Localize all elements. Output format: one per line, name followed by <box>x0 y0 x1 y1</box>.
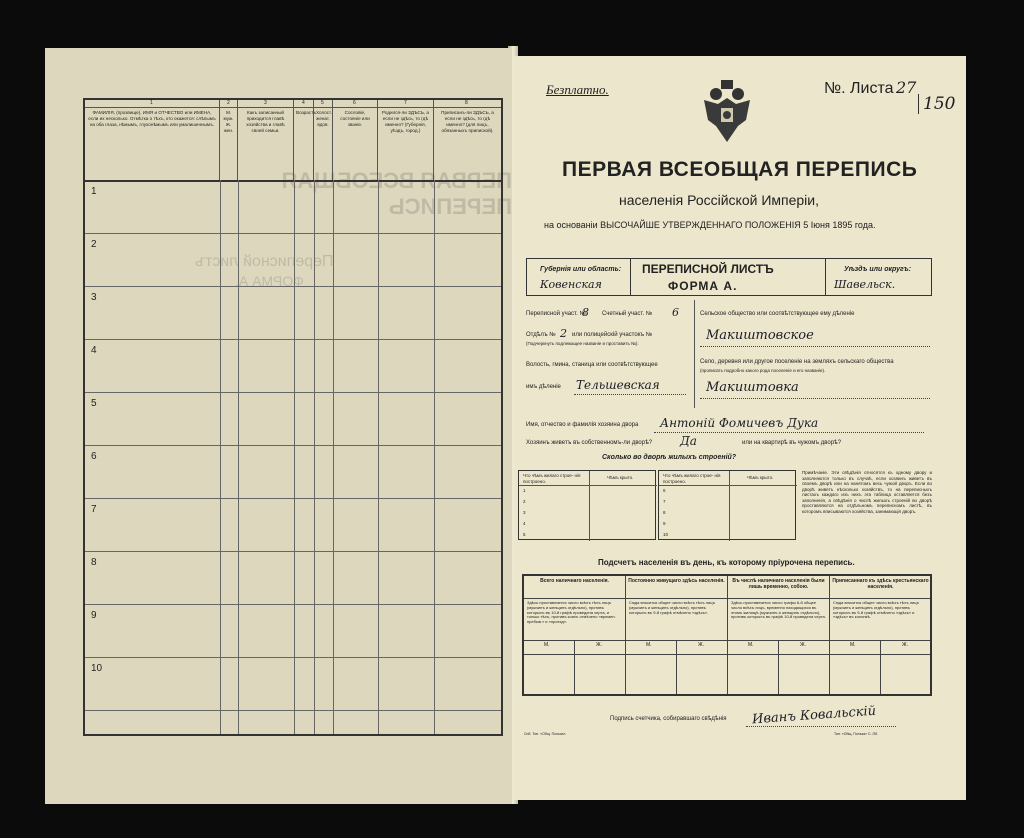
sex-label-male: М. <box>850 642 856 648</box>
summary-divider <box>727 576 728 694</box>
column-divider <box>378 180 379 734</box>
summary-col-text: Сюда вносится общее число всѣхъ тѣхъ лицъ (мужчинъ и женщинъ отдѣльно), противъ которыхъ въ 9-й графѣ отмѣчено «здѣсь». <box>629 600 716 615</box>
header-bottom-line <box>85 180 501 182</box>
own-yard-label: Хозяинъ живетъ въ собственномъ-ли дворѣ? <box>526 440 653 446</box>
row-divider <box>85 339 501 340</box>
sex-divider <box>778 640 779 694</box>
owner-value: Антоній Фомичевъ Дука <box>660 416 819 430</box>
buildings-header-line <box>519 485 657 486</box>
sex-label-male: М. <box>646 642 652 648</box>
column-divider <box>238 180 239 734</box>
header-relation: Какъ записанный приходится главѣ хозяйства и главѣ своей семьи. <box>238 100 294 180</box>
village-note: (прописать подробно какого рода поселеніе и его названіе). <box>700 368 826 373</box>
summary-col-text: Здѣсь проставляется число графы 6-й общее число всѣхъ лицъ, временно находящихся въ этомъ жилищѣ (мужчинъ и женщинъ отдѣльно), противъ которыхъ въ графѣ 10-й проведена черта. <box>731 600 826 620</box>
building-row-number: 2 <box>523 499 526 504</box>
building-row-number: 5 <box>523 532 526 537</box>
row-divider <box>85 498 501 499</box>
village-underline <box>700 398 930 399</box>
building-row-number: 4 <box>523 521 526 526</box>
buildings-note: Примѣчаніе. Эти свѣдѣнія относятся къ одному двору и заполняются только въ случаѣ, если хозяинъ живетъ въ своемъ дворѣ или на нанятомъ весь чужой дворъ. Если во дворѣ живетъ нѣсколько хозяйствъ, то на переписныхъ листахъ каждаго изъ нихъ эта таблица оставляется безъ заполненія, а свѣдѣнія о числѣ жилыхъ строеній во дворѣ проставляются на отдѣльномъ переписномъ листѣ, въ которомъ вписываются хозяйства, занимающія дворъ. <box>802 470 932 514</box>
village-value: Макиштовка <box>706 380 799 395</box>
row-number: 1 <box>91 186 97 197</box>
buildings-table-right <box>658 470 796 540</box>
owner-label: Имя, отчество и фамилія хозяина двора <box>526 422 639 428</box>
buildings-divider <box>589 471 590 541</box>
sex-divider <box>880 640 881 694</box>
building-row-number: 8 <box>663 510 666 515</box>
sex-divider <box>676 640 677 694</box>
buildings-col2-header: Чѣмъ крыто. <box>607 475 634 480</box>
header-marital: Холост. женат. вдов. <box>314 100 333 180</box>
household-members-table <box>83 98 503 736</box>
police-label: или полицейскій участокъ № <box>572 332 653 338</box>
row-divider <box>85 392 501 393</box>
sheet-number-value: 27 <box>896 78 917 97</box>
buildings-col1-header-right: Что чѣмъ жилаго строе- нія построено. <box>663 473 721 484</box>
corner-mark: 150 <box>918 94 955 114</box>
building-row-number: 7 <box>663 499 666 504</box>
sex-label-female: Ж. <box>698 642 705 648</box>
building-row-number: 1 <box>523 488 526 493</box>
otdel-label: Отдѣлъ № <box>526 332 556 338</box>
imperial-eagle-emblem <box>700 78 754 146</box>
buildings-col1-header: Что чѣмъ жилаго строе- нія построено. <box>523 473 581 484</box>
summary-divider <box>829 576 830 694</box>
row-number: 4 <box>91 345 97 356</box>
column-divider <box>314 180 315 734</box>
own-yard-value: Да <box>680 434 697 448</box>
summary-col-title: Постоянно живущаго здѣсь населенія. <box>628 578 725 584</box>
column-divider <box>294 180 295 734</box>
building-row-number: 3 <box>523 510 526 515</box>
signature-label: Подпись счетчика, собиравшаго свѣдѣнія <box>610 716 727 722</box>
row-divider <box>85 604 501 605</box>
building-row-number: 9 <box>663 521 666 526</box>
gubernia-label: Губернія или область: <box>540 266 622 273</box>
buildings-header-line <box>659 485 797 486</box>
sex-label-male: М. <box>748 642 754 648</box>
summary-col-title: Всего наличнаго населенія. <box>540 578 609 584</box>
row-number: 10 <box>91 663 103 674</box>
column-number: 2 <box>227 100 230 106</box>
summary-values-line <box>524 654 930 655</box>
column-divider <box>220 180 221 734</box>
summary-divider <box>625 576 626 694</box>
sex-label-female: Ж. <box>902 642 909 648</box>
row-number: 7 <box>91 504 97 515</box>
right-page <box>514 56 966 800</box>
sex-label-female: Ж. <box>800 642 807 648</box>
volost-label-2: имъ дѣленіе <box>526 384 561 390</box>
sex-label-female: Ж. <box>596 642 603 648</box>
form-subtitle: ФОРМА А. <box>668 279 738 293</box>
header-birthplace: Родился-ли ЗДѢСЬ, а если не здѣсь, то гдѣ именно? (Губернія, уѣздъ, город.) <box>378 100 434 180</box>
info-divider <box>694 300 695 408</box>
row-divider <box>85 233 501 234</box>
census-area-label: Переписной участ. № <box>526 311 586 317</box>
building-row-number: 10 <box>663 532 669 537</box>
printer-left: Спб. Тип. «Общ. Польза». <box>524 732 567 736</box>
sex-divider <box>574 640 575 694</box>
row-divider <box>85 286 501 287</box>
header-sex: М. муж. Ж. жен. <box>220 100 238 180</box>
uezd-label: Уѣздъ или округъ: <box>844 266 912 273</box>
bleed-through-form: Переписной листъ <box>195 253 334 270</box>
community-underline <box>700 346 930 347</box>
column-number: 7 <box>404 100 407 106</box>
summary-col-text: Здѣсь проставляется число всѣхъ тѣхъ лицъ (мужчинъ и женщинъ отдѣльно), противъ которыхъ въ 10-й графѣ проведена черта, и только тѣхъ, противъ коихъ отмѣчено «времен. пребыв.» и «проезд». <box>527 600 616 625</box>
buildings-title: Сколько во дворѣ жилыхъ строеній? <box>602 454 737 461</box>
row-divider <box>85 551 501 552</box>
row-number: 3 <box>91 292 97 303</box>
row-number: 9 <box>91 610 97 621</box>
building-row-number: 6 <box>663 488 666 493</box>
signature-underline <box>746 726 896 727</box>
buildings-col2-header-right: Чѣмъ крыто. <box>747 475 774 480</box>
summary-col-text: Сюда вносится общее число всѣхъ тѣхъ лицъ (мужчинъ и женщинъ отдѣльно), противъ которыхъ въ 9-й графѣ отмѣчено «здѣсь» и «здѣсь» въ колонкѣ. <box>833 600 920 620</box>
census-area-value: 8 <box>582 306 589 319</box>
header-estate: Сословіе, состояніе или званіе. <box>333 100 378 180</box>
document-subtitle: населенія Россійской Имперіи, <box>619 192 819 208</box>
bleed-through-title: ПЕРВАЯ ВСЕОБЩАЯ ПЕРЕПИСЬ <box>281 168 512 219</box>
column-divider <box>434 180 435 734</box>
uezd-value: Шавельск. <box>834 278 896 291</box>
header-name: ФАМИЛІЯ, (прозвище), ИМЯ и ОТЧЕСТВО или ИМЕНА, если их несколько. Отмѣтка о тѣхъ, кто окажется: слѣпымъ на оба глаза, нѣмымъ, глухонѣмымъ или умалишеннымъ. <box>85 100 220 180</box>
row-divider <box>85 657 501 658</box>
summary-table <box>522 574 932 696</box>
summary-col-title: Приписаннаго къ здѣсь крестьянскаго населенія. <box>832 578 929 590</box>
bleed-through-form2: ФОРМА А. <box>235 273 304 289</box>
header-age: Возрастъ <box>294 100 314 180</box>
volost-label: Волость, гмина, станица или соотвѣтствующее <box>526 362 658 368</box>
free-label: Безплатно. <box>546 82 609 97</box>
row-number: 8 <box>91 557 97 568</box>
volost-value: Тельшевская <box>576 378 660 392</box>
left-page <box>45 48 512 804</box>
printer-right: Тип. «Общ. Польза» С.-Пб. <box>834 732 879 736</box>
column-number: 8 <box>465 100 468 106</box>
signature-value: Иванъ Ковальскій <box>751 703 877 728</box>
counting-area-label: Счетный участ. № <box>602 311 653 317</box>
owner-underline <box>654 432 924 433</box>
column-number: 4 <box>302 100 305 106</box>
row-number: 2 <box>91 239 97 250</box>
document-title: ПЕРВАЯ ВСЕОБЩАЯ ПЕРЕПИСЬ <box>562 158 918 181</box>
sex-label-male: М. <box>544 642 550 648</box>
summary-col-title: Въ числѣ наличнаго населенія были лишь временно, собою. <box>732 578 825 590</box>
column-number: 1 <box>150 100 153 106</box>
other-apartment-label: или на квартирѣ въ чужомъ дворѣ? <box>742 440 842 446</box>
community-label: Сельское общество или соотвѣтствующее ему дѣленіе <box>700 311 855 317</box>
community-value: Макиштовское <box>706 328 814 343</box>
form-title: ПЕРЕПИСНОЙ ЛИСТЪ <box>642 262 774 276</box>
gubernia-value: Ковенская <box>540 278 602 291</box>
column-number: 6 <box>353 100 356 106</box>
column-divider <box>333 180 334 734</box>
row-divider <box>85 710 501 711</box>
row-number: 5 <box>91 398 97 409</box>
buildings-table-left <box>518 470 656 540</box>
sheet-number-label: №. Листа <box>824 80 894 97</box>
otdel-value: 2 <box>560 327 567 340</box>
volost-underline <box>574 394 686 395</box>
police-note: (Подчеркнуть подлежащее названіе и проставить №). <box>526 341 639 346</box>
row-number: 6 <box>91 451 97 462</box>
summary-title-line <box>524 598 930 599</box>
village-label: Село, деревня или другое поселеніе на земляхъ сельскаго общества <box>700 359 894 365</box>
basis-line: на основаніи ВЫСОЧАЙШЕ УТВЕРЖДЕННАГО ПОЛОЖЕНІЯ 5 Іюня 1895 года. <box>544 220 876 230</box>
summary-sex-line <box>524 640 930 641</box>
buildings-divider <box>729 471 730 541</box>
column-number: 3 <box>264 100 267 106</box>
column-number: 5 <box>321 100 324 106</box>
summary-title: Подсчетъ населенія въ день, къ которому пріурочена перепись. <box>598 558 855 567</box>
counting-area-value: 6 <box>672 306 679 319</box>
row-divider <box>85 445 501 446</box>
header-number-line <box>85 107 501 108</box>
header-registered: Приписанъ-ли ЗДѢСЬ, а если не здѣсь, то гдѣ именно? (для лицъ, обязанныхъ припиской). <box>441 110 494 133</box>
